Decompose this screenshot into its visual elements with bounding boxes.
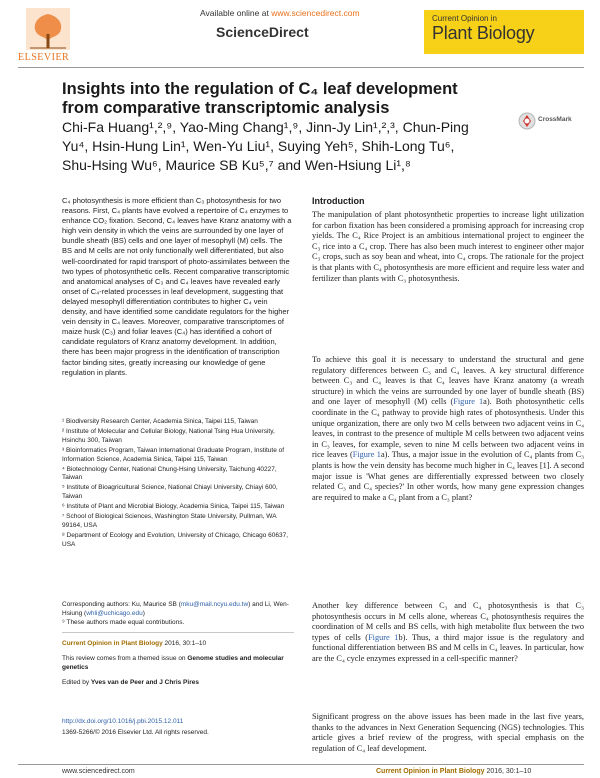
email-link-ku[interactable]: mku@mail.ncyu.edu.tw bbox=[180, 601, 249, 608]
info-citation: 2016, 30:1–10 bbox=[162, 640, 207, 647]
figure-1-link[interactable]: Figure 1 bbox=[352, 450, 381, 460]
platform-name: ScienceDirect bbox=[216, 24, 309, 40]
copyright-line: 1369-5266/© 2016 Elsevier Ltd. All rights reserved. bbox=[62, 729, 209, 736]
author-list: Chi-Fa Huang¹,²,⁹, Yao-Ming Chang¹,⁹, Jinn-Jy Lin¹,²,³, Chun-Ping Yu⁴, Hsin-Hung Lin¹, Wen-Yu Liu¹, Suying Yeh⁵, Shih-Long Tu⁶, Shu-Hsing Wu⁶, Maurice SB Ku⁵,⁷ and Wen-Hsiung Li¹,⁸ bbox=[62, 119, 469, 173]
affiliations bbox=[62, 418, 294, 551]
doi-link[interactable]: http://dx.doi.org/10.1016/j.pbi.2015.12.011 bbox=[62, 718, 184, 725]
publisher-logo bbox=[18, 8, 78, 64]
correspondence-middle: ) and Li, Wen-Hsiung ( bbox=[62, 601, 289, 617]
footer-journal-name: Current Opinion in Plant Biology bbox=[376, 768, 485, 775]
theme-prefix: This review comes from a themed issue on bbox=[62, 655, 188, 662]
sciencedirect-link[interactable]: www.sciencedirect.com bbox=[271, 8, 360, 18]
affiliation-item: ⁶ Institute of Plant and Microbial Biology, Academia Sinica, Taipei 115, Taiwan bbox=[62, 503, 285, 511]
affiliation-item: ³ Bioinformatics Program, Taiwan International Graduate Program, Institute of Information Science, Academia Sinica, Taipei 115, Taiwan bbox=[62, 446, 285, 463]
correspondence-prefix: Corresponding authors: Ku, Maurice SB ( bbox=[62, 601, 181, 608]
figure-1-link[interactable]: Figure 1 bbox=[368, 632, 399, 642]
intro-p3-text-b: b). Thus, a third major issue is the regulatory and functional differentiation between BS and M cells in C₄ leaves. In particular, how are the C₄ cycle enzymes expressed in a cell-specific manner? bbox=[312, 632, 584, 663]
footer-citation bbox=[376, 768, 531, 775]
available-online-line bbox=[200, 8, 360, 18]
journal-banner bbox=[424, 10, 584, 54]
footer-site-link[interactable]: www.sciencedirect.com bbox=[62, 768, 135, 775]
correspondence-suffix: ) bbox=[142, 610, 145, 617]
intro-paragraph-3 bbox=[312, 601, 584, 665]
correspondence bbox=[62, 600, 294, 627]
section-heading-introduction: Introduction bbox=[312, 196, 365, 206]
affiliation-item: ⁵ Institute of Bioagricultural Science, National Chiayi University, Chiayi 600, Taiwan bbox=[62, 484, 278, 501]
editors-line bbox=[62, 678, 294, 687]
citation-line bbox=[62, 639, 294, 648]
header-divider bbox=[18, 67, 584, 68]
article-title: Insights into the regulation of C₄ leaf development from comparative transcriptomic analysis bbox=[62, 80, 458, 117]
theme-line bbox=[62, 654, 294, 672]
elsevier-tree-icon bbox=[26, 8, 70, 50]
crossmark-icon bbox=[518, 112, 536, 130]
crossmark-badge[interactable] bbox=[518, 108, 578, 134]
affiliation-item: ¹ Biodiversity Research Center, Academia Sinica, Taipei 115, Taiwan bbox=[62, 418, 258, 425]
theme-name: Genome studies and molecular genetics bbox=[62, 655, 284, 671]
article-info-box bbox=[62, 632, 294, 766]
affiliation-item: ⁷ School of Biological Sciences, Washington State University, Pullman, WA 99164, USA bbox=[62, 513, 277, 529]
affiliation-item: ⁴ Biotechnology Center, National Chung-Hsing University, Taichung 40227, Taiwan bbox=[62, 465, 277, 482]
affiliation-item: ² Institute of Molecular and Cellular Biology, National Tsing Hua University, Hsinchu 300, Taiwan bbox=[62, 427, 275, 444]
equal-contribution-note: ⁹ These authors made equal contributions. bbox=[62, 619, 185, 626]
email-link-li[interactable]: whli@uchicago.edu bbox=[86, 610, 143, 617]
abstract: C₄ photosynthesis is more efficient than C₃ photosynthesis for two reasons. First, C₄ plants have evolved a repertoire of C₄ enzymes to enhance CO₂ fixation. Second, C₄ leaves have Kranz anatomy with a high vein density in which the veins are surrounded by one layer of bundle sheath (BS) cells and one layer of mesophyll (M) cells. The BS and M cells are not only functionally well differentiated, but also well-coordinated for rapid transport of photo-assimilates between the two types of photosynthetic cells. Recent comparative transcriptomic and anatomical analyses of C₃ and C₄ leaves have revealed early onset of C₄-related processes in leaf development, suggesting that delayed mesophyll differentiation contributes to higher C₄ vein density, and have identified some candidate regulators for the higher vein density in C₄ leaves. Moreover, comparative transcriptomes of maize husk (C₃) and foliar leaves (C₄) has identified a cohort of candidate regulators of Kranz anatomy development. In addition, there has been major progress in the identification of transcription factor binding sites, greatly increasing our knowledge of gene regulation in plants. bbox=[62, 196, 292, 377]
footer-citation-text: 2016, 30:1–10 bbox=[484, 768, 532, 775]
info-journal-name: Current Opinion in Plant Biology bbox=[62, 640, 163, 647]
doi-line bbox=[62, 717, 294, 726]
intro-p2-text-c: a). Thus, a major issue in the evolution of C₄ plants from C₃ plants is how the vein density has become much higher in C₄ leaves [1]. A second major issue is 'What genes are differentially expressed between two closely related C₃ and C₄ species?' In other words, how many gene expression changes are required to make a C₄ plant from a C₃ plant? bbox=[312, 450, 584, 502]
intro-p3-text-a: Another key difference between C₃ and C₄ photosynthesis is that C₃ photosynthesis occurs in M cells alone, whereas C₄ photosynthesis requires the coordination of M cells and BS cells, with high metabolite flux between the two types of cells ( bbox=[312, 601, 584, 642]
editor-names: Yves van de Peer and J Chris Pires bbox=[90, 679, 199, 686]
intro-paragraph-1: The manipulation of plant photosynthetic properties to increase light utilization for carbon fixation has been considered a promising approach for increasing crop yields. The C₄ Rice Project is an ambitious international project to engineer the C₃ rice into a C₄ crop. There has also been much interest to engineer other major C₃ crops, such as soy bean and wheat, into C₄ crops. The rationale for the project is that plants with C₄ photosynthesis are more efficient and require less water and fertilizer than plants with C₃ photosynthesis. bbox=[312, 210, 584, 283]
publisher-name: ELSEVIER bbox=[18, 52, 70, 63]
intro-p2-text-b: a). Both photosynthetic cells coordinate in the C₄ pathway to provide high rates of photosynthesis. Under this unique organization, there are only two M cells between two adjacent veins in C₄ leaves, in contrast to the presence of multiple M cells between two adjacent veins in C₃ leaves, for example, seven to nine M cells between two adjacent veins in rice leaves ( bbox=[312, 397, 585, 460]
intro-paragraph-4: Significant progress on the above issues has been made in the last five years, thanks to the advances in Next Generation Sequencing (NGS) technologies. This article gives a brief review of the progress, with special emphasis on the regulation of C₄ leaf development. bbox=[312, 712, 584, 753]
crossmark-label: CrossMark bbox=[538, 116, 572, 123]
available-online-label: Available online at bbox=[200, 8, 269, 18]
footer-divider bbox=[18, 764, 584, 765]
affiliation-item: ⁸ Department of Ecology and Evolution, University of Chicago, Chicago 60637, USA bbox=[62, 531, 289, 548]
editors-prefix: Edited by bbox=[62, 679, 91, 686]
journal-banner-line2: Plant Biology bbox=[432, 23, 535, 43]
figure-1-link[interactable]: Figure 1 bbox=[453, 397, 484, 407]
intro-p2-text-a: To achieve this goal it is necessary to understand the structural and gene regulatory differences between C₃ and C₄ leaves. A key structural difference between C₃ and C₄ leaves is that C₄ leaves have Kranz anatomy (a wreath structure) in which the veins are surrounded by one layer of bundle sheath (BS) and one layer of mesophyll (M) cells ( bbox=[312, 355, 584, 407]
journal-banner-line1: Current Opinion in bbox=[432, 14, 497, 23]
intro-paragraph-2 bbox=[312, 355, 584, 503]
